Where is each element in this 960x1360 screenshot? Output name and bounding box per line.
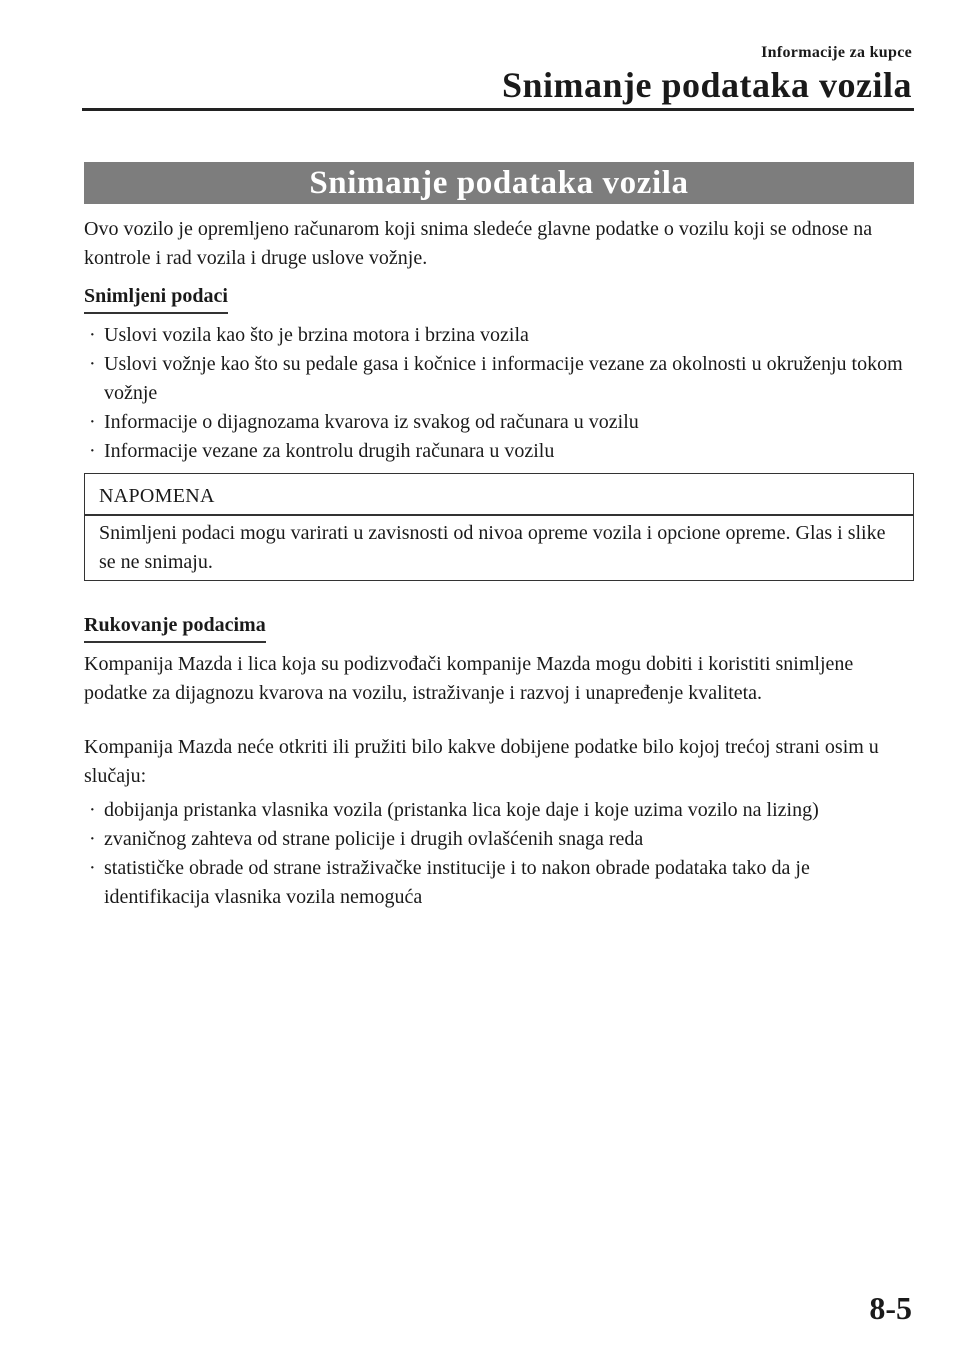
note-title: NAPOMENA [99, 485, 215, 507]
recorded-data-list [84, 321, 914, 466]
bullet-icon: · [89, 324, 96, 346]
list-item: · Informacije vezane za kontrolu drugih računara u vozilu [84, 437, 914, 466]
list-item: · Informacije o dijagnozama kvarova iz svakog od računara u vozilu [84, 408, 914, 437]
bullet-icon: · [89, 828, 96, 850]
bullet-icon: · [89, 857, 96, 879]
bullet-icon: · [89, 440, 96, 462]
list-item: · dobijanja pristanka vlasnika vozila (pristanka lica koje daje i koje uzima vozilo na lizing) [84, 796, 914, 825]
disclosure-exceptions-list [84, 796, 914, 912]
list-item: · Uslovi vožnje kao što su pedale gasa i kočnice i informacije vezane za okolnosti u okruženju tokom vožnje [84, 350, 914, 408]
note-divider [85, 514, 913, 516]
bullet-icon: · [89, 799, 96, 821]
list-item: · zvaničnog zahteva od strane policije i drugih ovlašćenih snaga reda [84, 825, 914, 854]
handling-paragraph-1: Kompanija Mazda i lica koja su podizvođači kompanije Mazda mogu dobiti i koristiti snimljene podatke za dijagnozu kvarova na vozilu, istraživanje i razvoj i unapređenje kvaliteta. [84, 653, 854, 704]
data-handling-heading: Rukovanje podacima [84, 612, 266, 643]
bullet-icon: · [89, 353, 96, 375]
note-box [84, 473, 914, 581]
running-header-section: Informacije za kupce [761, 44, 912, 61]
bullet-icon: · [89, 411, 96, 433]
recorded-data-heading: Snimljeni podaci [84, 283, 228, 314]
section-banner: Snimanje podataka vozila [84, 162, 914, 204]
intro-paragraph: Ovo vozilo je opremljeno računarom koji snima sledeće glavne podatke o vozilu koji se odnose na kontrole i rad vozila i druge uslove vožnje. [84, 218, 873, 269]
handling-paragraph-2: Kompanija Mazda neće otkriti ili pružiti bilo kakve dobijene podatke bilo kojoj trećoj strani osim u slučaju: [84, 736, 879, 787]
note-text: Snimljeni podaci mogu varirati u zavisnosti od nivoa opreme vozila i opcione opreme. Glas i slike se ne snimaju. [99, 522, 886, 573]
running-header-title: Snimanje podataka vozila [501, 65, 912, 105]
page-number: 8-5 [869, 1290, 912, 1326]
list-item: · statističke obrade od strane istraživačke institucije i to nakon obrade podataka tako da je identifikacija vlasnika vozila nemoguća [84, 854, 914, 912]
list-item: · Uslovi vozila kao što je brzina motora i brzina vozila [84, 321, 914, 350]
header-divider [82, 108, 914, 111]
